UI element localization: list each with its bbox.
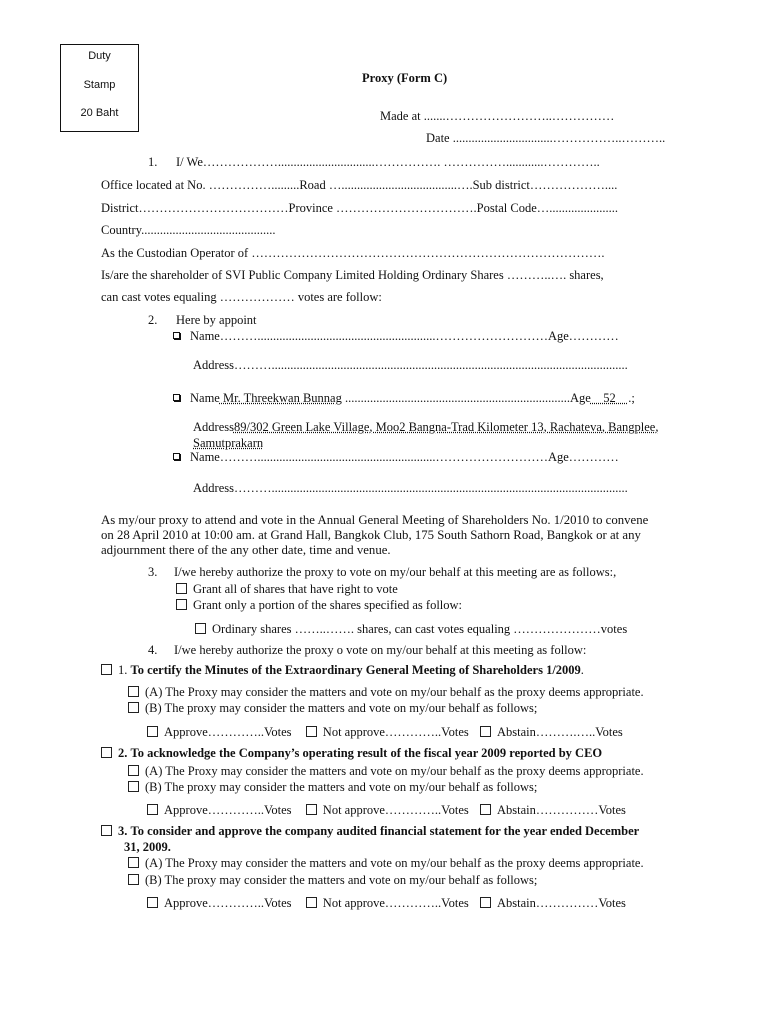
agenda3-not-approve[interactable]: Not approve…………..Votes	[322, 896, 469, 910]
proxy2-address-label: Address	[193, 420, 234, 434]
date-field[interactable]: Date ................................……………..………..	[426, 131, 666, 145]
meeting-intro-line3: adjournment there of the any other date, time and venue.	[101, 543, 391, 557]
district-province-field[interactable]: District………………………………Province …………………………….Postal Code…......................	[101, 201, 618, 215]
grant-portion-option[interactable]	[176, 598, 462, 613]
proxy2-name-value[interactable]: Mr. Threekwan Bunnag	[219, 391, 342, 405]
grant-all-checkbox[interactable]	[176, 583, 187, 594]
agenda3-not-approve-checkbox[interactable]	[306, 897, 317, 908]
agenda2-number: 2.	[118, 746, 128, 760]
agenda2-checkbox[interactable]	[101, 747, 112, 758]
agenda1-option-a[interactable]	[128, 685, 644, 700]
section1-number: 1.	[148, 155, 158, 169]
proxy2-address-row[interactable]	[193, 420, 658, 435]
agenda3-option-a-checkbox[interactable]	[128, 857, 139, 868]
agenda2-approve[interactable]: Approve…………..Votes	[164, 803, 292, 817]
agenda3-abstain[interactable]: Abstain……………Votes	[496, 896, 626, 910]
agenda1-abstain[interactable]: Abstain……….…..Votes	[496, 725, 623, 739]
shareholder-line[interactable]: Is/are the shareholder of SVI Public Company Limited Holding Ordinary Shares ………..…. shares,	[101, 268, 604, 282]
agenda1-approve[interactable]: Approve…………..Votes	[164, 725, 292, 739]
section3-text: I/we hereby authorize the proxy to vote on my/our behalf at this meeting are as follows:,	[174, 565, 617, 579]
ordinary-shares-checkbox[interactable]	[195, 623, 206, 634]
agenda3-approve-checkbox[interactable]	[147, 897, 158, 908]
agenda1-title: To certify the Minutes of the Extraordinary General Meeting of Shareholders 1/2009	[130, 663, 581, 677]
agenda3-approve[interactable]: Approve…………..Votes	[164, 896, 292, 910]
agenda1-not-approve[interactable]: Not approve…………..Votes	[322, 725, 469, 739]
agenda2-heading[interactable]	[101, 746, 602, 761]
ordinary-shares-label[interactable]: Ordinary shares ……..……. shares, can cast votes equaling …………………votes	[212, 622, 628, 636]
agenda3-title: To consider and approve the company audited financial statement for the year ended December	[130, 824, 640, 838]
agenda1-option-b-checkbox[interactable]	[128, 702, 139, 713]
agenda2-title: To acknowledge the Company’s operating result of the fiscal year 2009 reported by CEO	[130, 746, 603, 760]
proxy2-address-line2[interactable]: Samutprakarn	[193, 436, 264, 450]
agenda1-option-a-label: (A) The Proxy may consider the matters and vote on my/our behalf as the proxy deems appropriate.	[145, 685, 644, 699]
proxy3-name-field[interactable]: Name……….........................................................………………………Age…………	[190, 450, 619, 464]
agenda3-option-b-label: (B) The proxy may consider the matters and vote on my/our behalf as follows;	[145, 873, 538, 887]
cast-votes-line[interactable]: can cast votes equaling ……………… votes are follow:	[101, 290, 382, 304]
form-title: Proxy (Form C)	[362, 71, 448, 85]
proxy2-age-value[interactable]: 52	[590, 391, 629, 405]
appoint-heading: Here by appoint	[176, 313, 257, 327]
proxy3-address-field[interactable]: Address………..................................................................................................................	[193, 481, 628, 495]
proxy2-age-label: Age	[569, 391, 591, 405]
section4-text: I/we hereby authorize the proxy o vote on my/our behalf at this meeting as follow:	[174, 643, 587, 657]
agenda2-option-b[interactable]	[128, 780, 537, 795]
agenda2-option-b-label: (B) The proxy may consider the matters and vote on my/our behalf as follows;	[145, 780, 538, 794]
proxy3-checkbox[interactable]	[173, 453, 180, 460]
agenda2-option-a-label: (A) The Proxy may consider the matters and vote on my/our behalf as the proxy deems appropriate.	[145, 764, 644, 778]
meeting-intro-line2: on 28 April 2010 at 10:00 am. at Grand Hall, Bangkok Club, 175 South Sathorn Road, Bangkok or at any	[101, 528, 641, 542]
agenda1-abstain-checkbox[interactable]	[480, 726, 491, 737]
grant-portion-label: Grant only a portion of the shares specified as follow:	[193, 598, 463, 612]
office-address-field[interactable]: Office located at No. …………….........Road ….....................................….Sub district………………....	[101, 178, 618, 192]
proxy3-row[interactable]	[173, 450, 619, 465]
agenda2-abstain[interactable]: Abstain……………Votes	[496, 803, 626, 817]
agenda3-checkbox[interactable]	[101, 825, 112, 836]
agenda1-checkbox[interactable]	[101, 664, 112, 675]
grant-all-label: Grant all of shares that have right to vote	[193, 582, 398, 596]
agenda2-vote-row	[147, 803, 626, 818]
agenda1-title-end: .	[580, 663, 584, 677]
duty-stamp-box	[60, 44, 139, 132]
agenda3-heading[interactable]	[101, 824, 639, 839]
grant-all-option[interactable]	[176, 582, 398, 597]
agenda2-abstain-checkbox[interactable]	[480, 804, 491, 815]
agenda3-option-b[interactable]	[128, 873, 537, 888]
country-field[interactable]: Country...........................................	[101, 223, 276, 237]
agenda3-number: 3.	[118, 824, 128, 838]
ordinary-shares-option[interactable]	[195, 622, 627, 637]
proxy2-name-dots: ........................................................................	[341, 391, 570, 405]
proxy2-age-end: .;	[628, 391, 635, 405]
agenda2-option-a[interactable]	[128, 764, 644, 779]
agenda3-option-a[interactable]	[128, 856, 644, 871]
section4-number: 4.	[148, 643, 158, 657]
agenda3-option-a-label: (A) The Proxy may consider the matters and vote on my/our behalf as the proxy deems appropriate.	[145, 856, 644, 870]
agenda3-abstain-checkbox[interactable]	[480, 897, 491, 908]
agenda1-heading[interactable]	[101, 663, 584, 678]
agenda2-option-b-checkbox[interactable]	[128, 781, 139, 792]
stamp-line-stamp: Stamp	[83, 79, 116, 91]
proxy2-name-label: Name	[190, 391, 220, 405]
proxy1-checkbox[interactable]	[173, 332, 180, 339]
agenda2-option-a-checkbox[interactable]	[128, 765, 139, 776]
proxy2-address-value[interactable]: 89/302 Green Lake Village, Moo2 Bangna-Trad Kilometer 13, Rachateva, Bangplee,	[233, 420, 659, 434]
stamp-line-duty: Duty	[88, 50, 111, 62]
proxy1-address-field[interactable]: Address………..................................................................................................................	[193, 358, 628, 372]
stamp-line-amount: 20 Baht	[80, 107, 119, 119]
proxy2-row[interactable]	[173, 391, 635, 406]
meeting-intro-line1: As my/our proxy to attend and vote in the Annual General Meeting of Shareholders No. 1/2010 to convene	[101, 513, 649, 527]
agenda2-not-approve[interactable]: Not approve…………..Votes	[322, 803, 469, 817]
agenda2-approve-checkbox[interactable]	[147, 804, 158, 815]
custodian-field[interactable]: As the Custodian Operator of ………………………………………………………………………….	[101, 246, 605, 260]
agenda1-not-approve-checkbox[interactable]	[306, 726, 317, 737]
proxy1-row[interactable]	[173, 329, 619, 344]
proxy1-name-field[interactable]: Name……….........................................................………………………Age…………	[190, 329, 619, 343]
agenda3-title-line2: 31, 2009.	[124, 840, 171, 854]
agenda1-option-b-label: (B) The proxy may consider the matters and vote on my/our behalf as follows;	[145, 701, 538, 715]
section2-number: 2.	[148, 313, 158, 327]
agenda1-vote-row	[147, 725, 623, 740]
proxy2-checkbox[interactable]	[173, 394, 180, 401]
agenda1-number: 1.	[118, 663, 128, 677]
grant-portion-checkbox[interactable]	[176, 599, 187, 610]
section3-number: 3.	[148, 565, 158, 579]
agenda2-not-approve-checkbox[interactable]	[306, 804, 317, 815]
agenda3-vote-row	[147, 896, 626, 911]
agenda1-approve-checkbox[interactable]	[147, 726, 158, 737]
made-at-field[interactable]: Made at .......……………………..……………	[380, 109, 615, 123]
agenda3-option-b-checkbox[interactable]	[128, 874, 139, 885]
agenda1-option-a-checkbox[interactable]	[128, 686, 139, 697]
agenda1-option-b[interactable]	[128, 701, 537, 716]
we-field[interactable]: I/ We………………...............................……………. ……………............…………..	[176, 155, 600, 169]
